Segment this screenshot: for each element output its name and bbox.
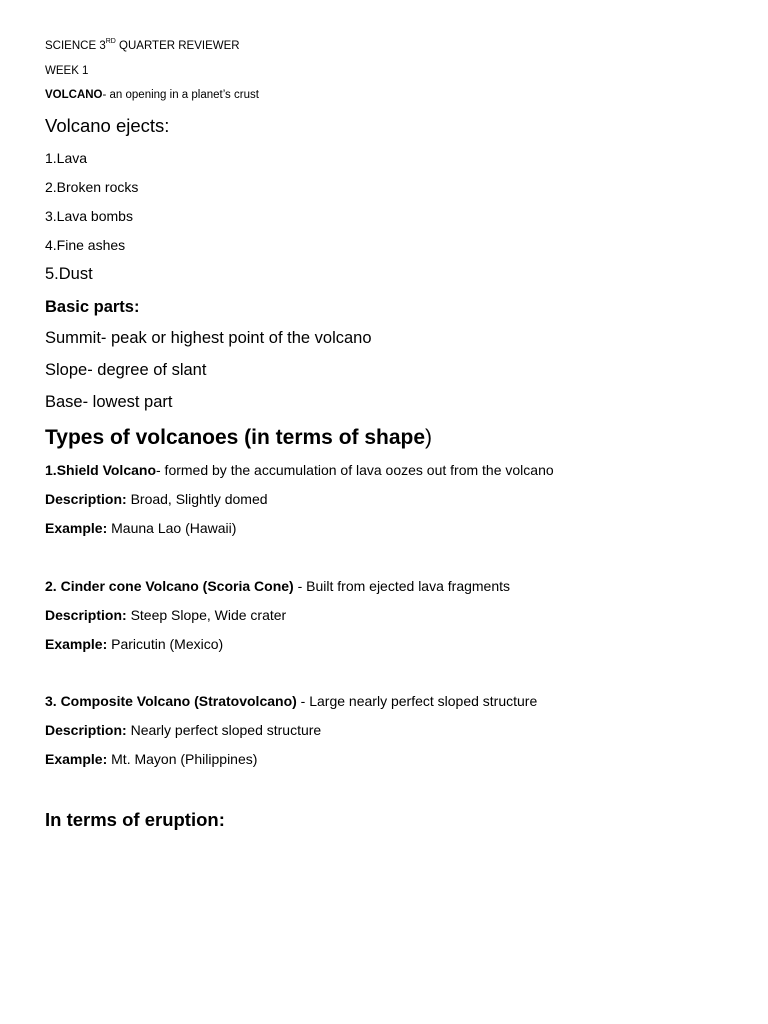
title-text: SCIENCE 3	[45, 40, 106, 52]
part-item: Slope- degree of slant	[45, 361, 207, 379]
title-superscript: RD	[105, 38, 116, 45]
type-name: . Composite Volcano (Stratovolcano)	[52, 693, 297, 709]
type-def: - Built from ejected lava fragments	[293, 578, 511, 594]
type-def: - formed by the accumulation of lava oozes out from the volcano	[156, 462, 554, 478]
description-label: Description:	[45, 607, 127, 623]
description-text: Steep Slope, Wide crater	[126, 607, 287, 623]
volcano-term: VOLCANO	[45, 89, 103, 101]
week-label: WEEK 1	[45, 65, 89, 77]
description-text: Nearly perfect sloped structure	[126, 722, 322, 738]
types-heading-paren: )	[425, 426, 433, 449]
parts-heading: Basic parts:	[45, 298, 140, 316]
example-label: Example:	[45, 520, 108, 536]
title-text-rest: QUARTER REVIEWER	[115, 40, 240, 52]
description-label: Description:	[45, 491, 127, 507]
volcano-type-definition	[45, 463, 554, 477]
example-text: Mauna Lao (Hawaii)	[107, 520, 237, 536]
part-item: Summit- peak or highest point of the volcano	[45, 329, 372, 347]
eject-item: 1.Lava	[45, 150, 88, 166]
description-text: Broad, Slightly domed	[126, 491, 268, 507]
volcano-type-example	[45, 752, 257, 766]
volcano-type-description	[45, 492, 268, 506]
type-number: 1.	[45, 462, 57, 478]
eruption-heading: In terms of eruption:	[45, 809, 225, 830]
type-number: 2.	[45, 578, 61, 594]
eject-item: 2.Broken rocks	[45, 179, 139, 195]
type-def: - Large nearly perfect sloped structure	[296, 693, 538, 709]
volcano-type-example	[45, 521, 236, 535]
type-number: 3	[45, 693, 53, 709]
volcano-definition	[45, 90, 259, 102]
ejects-heading: Volcano ejects:	[45, 115, 170, 136]
volcano-type-definition	[45, 694, 537, 708]
eject-item: 5.Dust	[45, 265, 93, 283]
volcano-type-definition	[45, 579, 510, 593]
example-label: Example:	[45, 751, 108, 767]
description-label: Description:	[45, 722, 127, 738]
example-text: Paricutin (Mexico)	[107, 636, 224, 652]
example-text: Mt. Mayon (Philippines)	[107, 751, 258, 767]
volcano-type-example	[45, 637, 223, 651]
volcano-def-text: - an opening in a planet’s crust	[102, 89, 259, 101]
document-title	[45, 38, 240, 53]
eject-item: 4.Fine ashes	[45, 237, 126, 253]
types-heading	[45, 427, 432, 448]
type-name: Cinder cone Volcano (Scoria Cone)	[60, 578, 294, 594]
volcano-type-description	[45, 608, 286, 622]
part-item: Base- lowest part	[45, 393, 173, 411]
example-label: Example:	[45, 636, 108, 652]
eject-item: 3.Lava bombs	[45, 208, 133, 224]
type-name: Shield Volcano	[56, 462, 156, 478]
volcano-type-description	[45, 723, 321, 737]
types-heading-text: Types of volcanoes (in terms of shape	[45, 426, 426, 449]
